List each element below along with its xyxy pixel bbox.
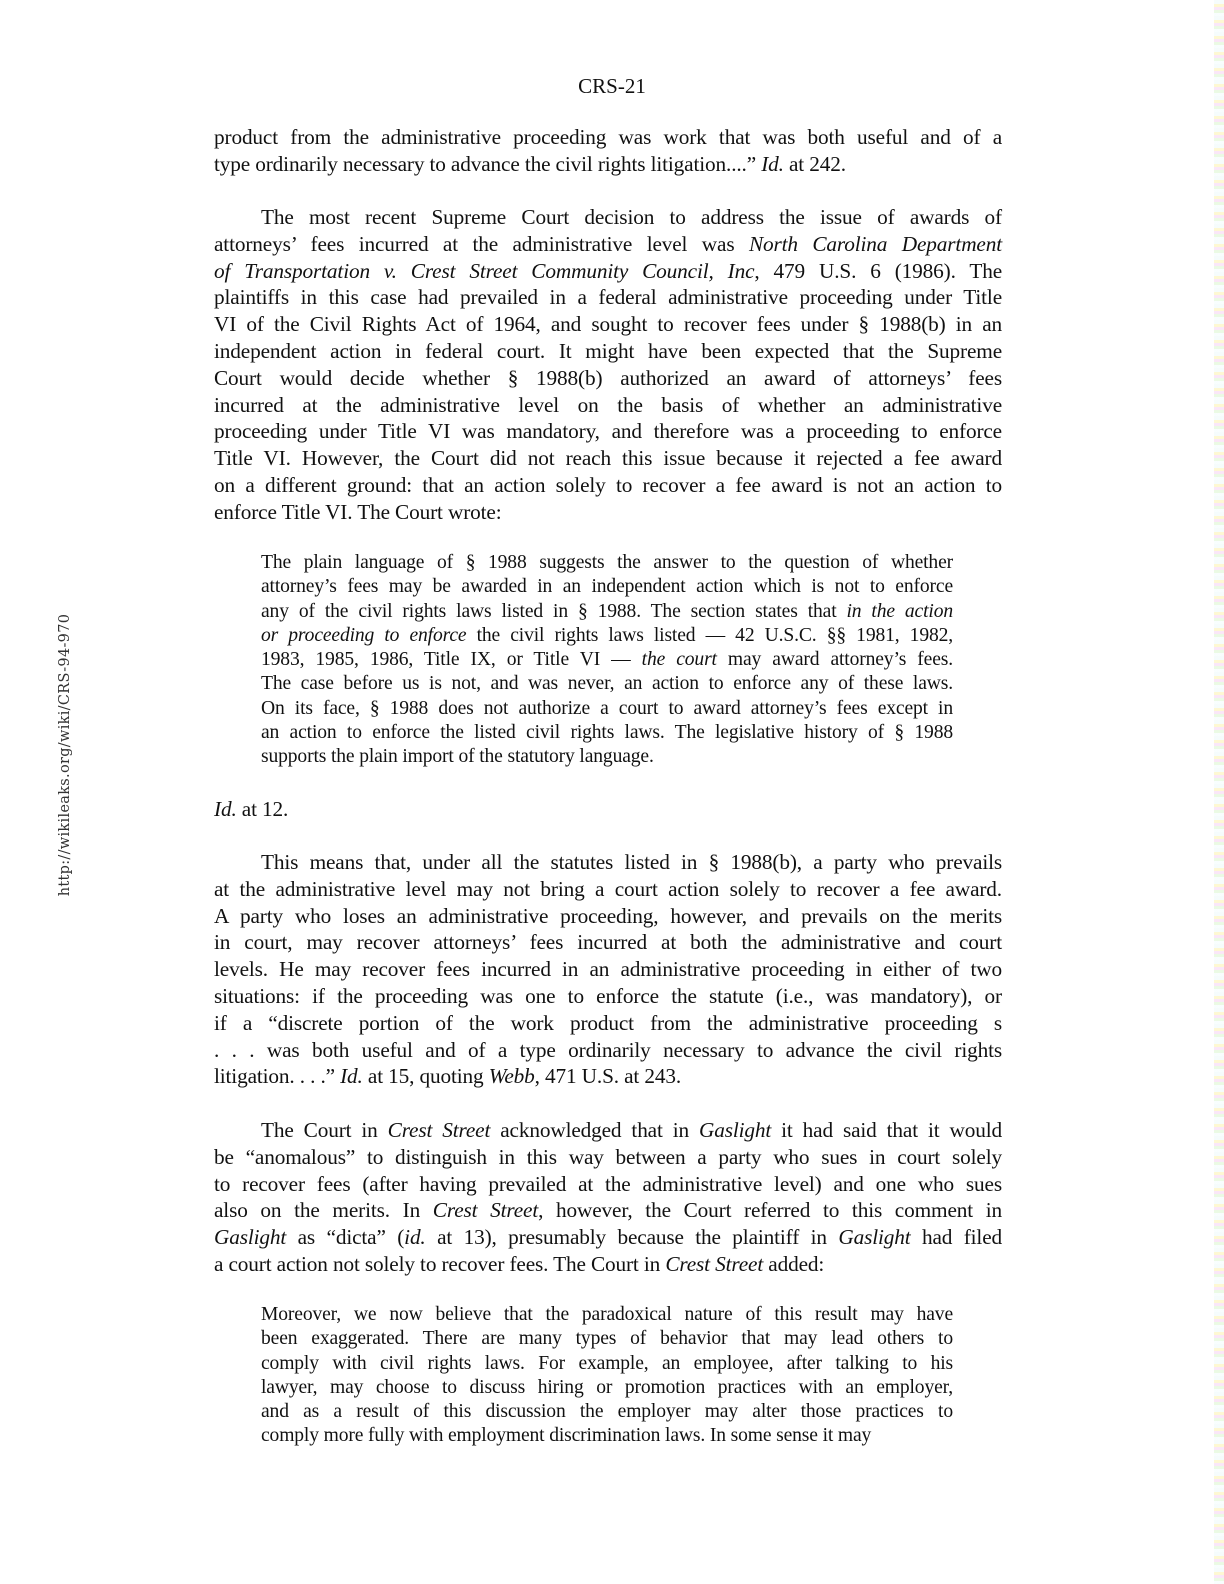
text-line: VI of the Civil Rights Act of 1964, and sought to recover fees under § 1988(b) in an	[214, 312, 1002, 337]
page-edge-scan-artifact	[1214, 0, 1224, 1584]
text-line: The most recent Supreme Court decision to address the issue of awards of	[261, 205, 1002, 229]
text-line: an action to enforce the listed civil rights laws. The legislative history of § 1988	[261, 722, 953, 744]
italic-citation: Gaslight	[838, 1225, 911, 1250]
text-line: On its face, § 1988 does not authorize a court to award attorney’s fees except in	[261, 697, 953, 719]
text-line: or proceeding to enforce the civil rights laws listed — 42 U.S.C. §§ 1981, 1982,	[261, 624, 954, 646]
page-header: CRS-21	[578, 74, 646, 98]
italic-citation: the court	[641, 649, 717, 671]
italic-citation: Gaslight	[214, 1225, 287, 1250]
italic-citation: North Carolina Department	[748, 231, 1002, 256]
text-line: any of the civil rights laws listed in § 1988. The section states that in the action	[261, 600, 953, 622]
text-line: attorney’s fees may be awarded in an independent action which is not to enforce	[261, 576, 953, 598]
text-line: situations: if the proceeding was one to enforce the statute (i.e., was mandatory), or	[214, 983, 1002, 1008]
paragraph-crest-street-intro	[214, 204, 1002, 526]
text-line: A party who loses an administrative proceeding, however, and prevails on the merits	[214, 903, 1002, 928]
text-line: a court action not solely to recover fees. The Court in Crest Street added:	[214, 1251, 825, 1276]
text-line: plaintiffs in this case had prevailed in a federal administrative proceeding under Title	[214, 285, 1002, 310]
text-line: 1983, 1985, 1986, Title IX, or Title VI — the court may award attorney’s fees.	[261, 649, 953, 671]
text-line: be “anomalous” to distinguish in this way between a party who sues in court solely	[214, 1144, 1002, 1169]
italic-citation: id.	[404, 1225, 426, 1250]
text-line: proceeding under Title VI was mandatory, and therefore was a proceeding to enforce	[214, 419, 1002, 444]
text-line: in court, may recover attorneys’ fees incurred at both the administrative and court	[214, 930, 1002, 955]
text-line: product from the administrative proceeding was work that was both useful and of a	[214, 125, 1002, 149]
text-line: of Transportation v. Crest Street Community Council, Inc, 479 U.S. 6 (1986). The	[214, 258, 1003, 283]
italic-citation: Webb	[488, 1064, 535, 1089]
text-line: and as a result of this discussion the employer may alter those practices to	[261, 1401, 953, 1423]
text-line: comply more fully with employment discrimination laws. In some sense it may	[261, 1425, 872, 1447]
text-line: attorneys’ fees incurred at the administrative level was North Carolina Department	[214, 231, 1002, 256]
text-line: levels. He may recover fees incurred in an administrative proceeding in either of two	[214, 957, 1002, 982]
text-line: . . . was both useful and of a type ordinarily necessary to advance the civil rights	[214, 1037, 1002, 1062]
text-line: comply with civil rights laws. For example, an employee, after talking to his	[261, 1352, 953, 1374]
text-line: The plain language of § 1988 suggests the answer to the question of whether	[261, 552, 953, 573]
block-quote-paradoxical-result	[261, 1303, 953, 1449]
text-line: on a different ground: that an action solely to recover a fee award is not an action to	[214, 472, 1002, 497]
citation-id-at-12	[214, 796, 1002, 823]
italic-citation: Crest Street	[387, 1118, 491, 1142]
text-line: type ordinarily necessary to advance the civil rights litigation....” Id. at 242.	[214, 151, 846, 176]
italic-citation: in the action	[846, 600, 953, 622]
text-line: Title VI. However, the Court did not reach this issue because it rejected a fee award	[214, 446, 1002, 471]
text-line: The Court in Crest Street acknowledged that in Gaslight it had said that it would	[261, 1118, 1002, 1142]
paragraph-gaslight-discussion	[214, 1117, 1002, 1278]
italic-citation: Id.	[761, 151, 784, 176]
italic-citation: Gaslight	[699, 1118, 772, 1142]
text-line: The case before us is not, and was never, an action to enforce any of these laws.	[261, 673, 953, 695]
text-line: Gaslight as “dicta” (id. at 13), presumably because the plaintiff in Gaslight had filed	[214, 1225, 1002, 1250]
text-line: enforce Title VI. The Court wrote:	[214, 499, 502, 524]
text-line: to recover fees (after having prevailed at the administrative level) and one who sues	[214, 1171, 1002, 1196]
italic-citation: Id.	[214, 797, 237, 821]
text-line: Court would decide whether § 1988(b) authorized an award of attorneys’ fees	[214, 365, 1002, 390]
text-line: Id. at 12.	[214, 797, 289, 821]
italic-citation: Crest Street	[432, 1198, 539, 1223]
block-quote-crest-street	[261, 551, 953, 770]
side-watermark-url: http://wikileaks.org/wiki/CRS-94-970	[57, 613, 73, 897]
text-line: if a “discrete portion of the work product from the administrative proceeding s	[214, 1010, 1002, 1035]
text-line: Moreover, we now believe that the paradoxical nature of this result may have	[261, 1304, 953, 1325]
text-line: incurred at the administrative level on the basis of whether an administrative	[214, 392, 1002, 417]
text-line: litigation. . . .” Id. at 15, quoting Webb, 471 U.S. at 243.	[214, 1064, 682, 1089]
italic-citation: Id.	[340, 1064, 363, 1089]
italic-citation: of Transportation v. Crest Street Community Council, Inc	[214, 258, 755, 283]
text-line: lawyer, may choose to discuss hiring or promotion practices with an employer,	[261, 1376, 953, 1398]
text-line: also on the merits. In Crest Street, however, the Court referred to this comment in	[214, 1198, 1002, 1223]
paragraph-fee-recovery-rules	[214, 849, 1002, 1090]
text-line: independent action in federal court. It might have been expected that the Supreme	[214, 338, 1002, 363]
italic-citation: Crest Street	[665, 1251, 764, 1276]
italic-citation: or proceeding to enforce	[261, 624, 467, 646]
paragraph-continuation	[214, 124, 1002, 178]
text-line: been exaggerated. There are many types of behavior that may lead others to	[261, 1328, 953, 1350]
text-line: supports the plain import of the statutory language.	[261, 746, 654, 768]
text-line: This means that, under all the statutes listed in § 1988(b), a party who prevails	[261, 850, 1002, 874]
text-line: at the administrative level may not bring a court action solely to recover a fee award.	[214, 876, 1002, 901]
